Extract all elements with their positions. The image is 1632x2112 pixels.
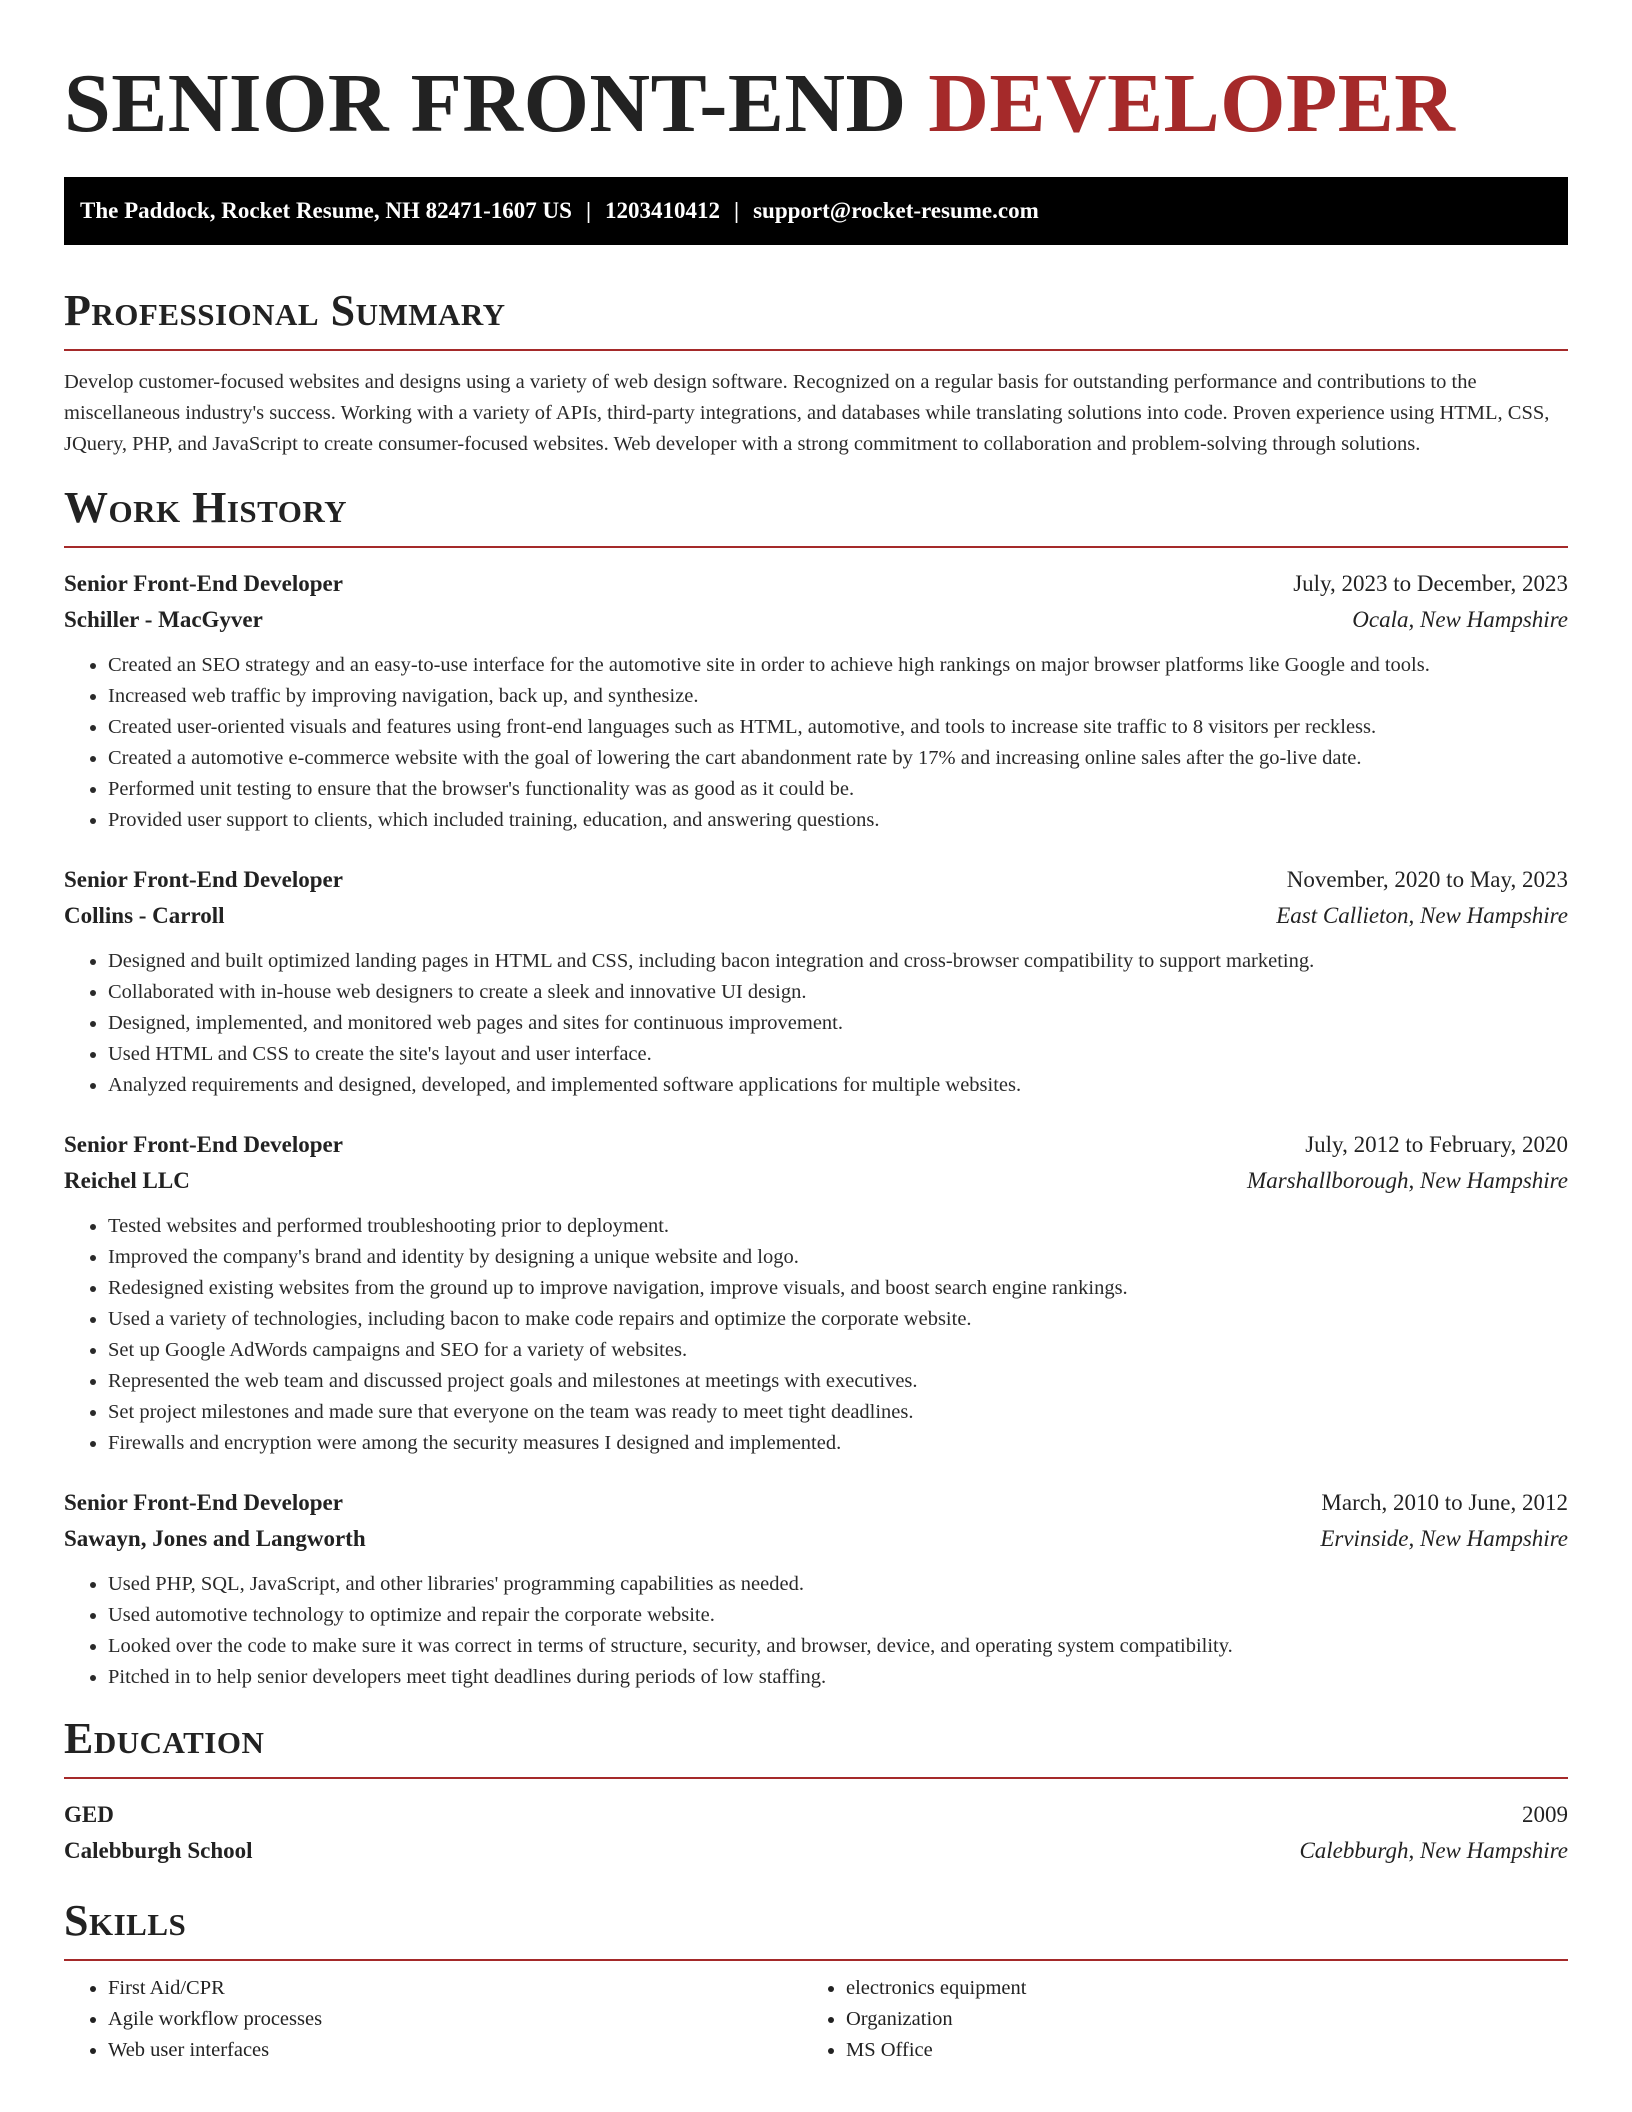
section-divider bbox=[64, 546, 1568, 548]
list-item: • Created user-oriented visuals and features using front-end languages such as HTML, automotive, and tools to increase site traffic to 8 visitors per reckless. bbox=[108, 712, 1568, 743]
list-item: • Used a variety of technologies, including bacon to make code repairs and optimize the corporate website. bbox=[108, 1304, 1568, 1335]
job-dates: July, 2023 to December, 2023 bbox=[1293, 571, 1568, 596]
job-entry bbox=[64, 1485, 1568, 1693]
section-divider bbox=[64, 349, 1568, 351]
skills-list-left bbox=[64, 1973, 802, 2066]
contact-separator: | bbox=[585, 198, 592, 223]
skills-section bbox=[64, 1895, 1568, 2066]
title-accent: DEVELOPER bbox=[928, 57, 1456, 150]
job-dates: November, 2020 to May, 2023 bbox=[1286, 867, 1568, 892]
section-heading-skills: Skills bbox=[64, 1896, 187, 1945]
education-header-row bbox=[64, 1797, 1568, 1833]
job-company-row bbox=[64, 602, 1568, 638]
job-title: Senior Front-End Developer bbox=[64, 867, 343, 892]
job-header-row bbox=[64, 862, 1568, 898]
job-bullets bbox=[64, 1211, 1568, 1459]
job-title: Senior Front-End Developer bbox=[64, 1132, 343, 1157]
list-item: • Performed unit testing to ensure that the browser's functionality was as good as it could be. bbox=[108, 774, 1568, 805]
job-location: East Callieton, New Hampshire bbox=[1276, 903, 1568, 928]
job-bullets bbox=[64, 946, 1568, 1101]
contact-separator: | bbox=[734, 198, 740, 223]
list-item: • Looked over the code to make sure it was correct in terms of structure, security, and browser, device, and operating system compatibility. bbox=[108, 1631, 1568, 1662]
list-item: • Improved the company's brand and identity by designing a unique website and logo. bbox=[108, 1242, 1568, 1273]
list-item: • Agile workflow processes bbox=[108, 2004, 802, 2035]
job-company-row bbox=[64, 898, 1568, 934]
job-header-row bbox=[64, 1127, 1568, 1163]
job-entry bbox=[64, 566, 1568, 836]
job-title: Senior Front-End Developer bbox=[64, 571, 343, 596]
list-item: • Analyzed requirements and designed, developed, and implemented software applications for multiple websites. bbox=[108, 1070, 1568, 1101]
job-bullets bbox=[64, 1569, 1568, 1693]
job-company: Collins - Carroll bbox=[64, 903, 225, 928]
work-history-section bbox=[64, 482, 1568, 1693]
title-main: SENIOR FRONT-END bbox=[64, 57, 929, 150]
contact-bar bbox=[64, 177, 1568, 245]
section-heading-work-history: Work History bbox=[64, 483, 348, 532]
skills-columns bbox=[64, 1973, 1568, 2066]
resume-title bbox=[64, 0, 1568, 152]
job-location: Ocala, New Hampshire bbox=[1352, 607, 1568, 632]
list-item: • Created a automotive e-commerce website with the goal of lowering the cart abandonment rate by 17% and increasing online sales after the go-live date. bbox=[108, 743, 1568, 774]
skills-list-right bbox=[802, 1973, 1540, 2066]
list-item: • Represented the web team and discussed project goals and milestones at meetings with executives. bbox=[108, 1366, 1568, 1397]
list-item: • MS Office bbox=[846, 2035, 1540, 2066]
job-dates: July, 2012 to February, 2020 bbox=[1305, 1132, 1568, 1157]
education-degree: GED bbox=[64, 1802, 114, 1827]
list-item: • electronics equipment bbox=[846, 1973, 1540, 2004]
job-title: Senior Front-End Developer bbox=[64, 1490, 343, 1515]
job-entry bbox=[64, 862, 1568, 1101]
contact-address: The Paddock, Rocket Resume, NH 82471-1607 US bbox=[80, 198, 572, 223]
list-item: • Firewalls and encryption were among the security measures I designed and implemented. bbox=[108, 1428, 1568, 1459]
education-entry bbox=[64, 1797, 1568, 1869]
list-item: • Collaborated with in-house web designers to create a sleek and innovative UI design. bbox=[108, 977, 1568, 1008]
list-item: • Provided user support to clients, which included training, education, and answering questions. bbox=[108, 805, 1568, 836]
job-header-row bbox=[64, 566, 1568, 602]
section-divider bbox=[64, 1777, 1568, 1779]
education-school: Calebburgh School bbox=[64, 1838, 253, 1863]
list-item: • Set up Google AdWords campaigns and SEO for a variety of websites. bbox=[108, 1335, 1568, 1366]
job-location: Marshallborough, New Hampshire bbox=[1247, 1168, 1568, 1193]
summary-section bbox=[64, 285, 1568, 460]
job-company-row bbox=[64, 1521, 1568, 1557]
job-entry bbox=[64, 1127, 1568, 1459]
list-item: • Used HTML and CSS to create the site's layout and user interface. bbox=[108, 1039, 1568, 1070]
list-item: • Used automotive technology to optimize and repair the corporate website. bbox=[108, 1600, 1568, 1631]
list-item: • Created an SEO strategy and an easy-to-use interface for the automotive site in order to achieve high rankings on major browser platforms like Google and tools. bbox=[108, 650, 1568, 681]
contact-email: support@rocket-resume.com bbox=[753, 198, 1039, 223]
contact-phone: 1203410412 bbox=[605, 198, 721, 223]
list-item: • Used PHP, SQL, JavaScript, and other libraries' programming capabilities as needed. bbox=[108, 1569, 1568, 1600]
list-item: • Increased web traffic by improving navigation, back up, and synthesize. bbox=[108, 681, 1568, 712]
section-heading-education: Education bbox=[64, 1714, 265, 1763]
education-school-row bbox=[64, 1833, 1568, 1869]
job-dates: March, 2010 to June, 2012 bbox=[1321, 1490, 1568, 1515]
education-location: Calebburgh, New Hampshire bbox=[1299, 1838, 1568, 1863]
list-item: • Pitched in to help senior developers meet tight deadlines during periods of low staffing. bbox=[108, 1662, 1568, 1693]
list-item: • Designed and built optimized landing pages in HTML and CSS, including bacon integration and cross-browser compatibility to support marketing. bbox=[108, 946, 1568, 977]
list-item: • First Aid/CPR bbox=[108, 1973, 802, 2004]
job-company: Sawayn, Jones and Langworth bbox=[64, 1526, 366, 1551]
job-location: Ervinside, New Hampshire bbox=[1320, 1526, 1568, 1551]
section-heading-summary: Professional Summary bbox=[64, 286, 506, 335]
list-item: • Tested websites and performed troubleshooting prior to deployment. bbox=[108, 1211, 1568, 1242]
list-item: • Organization bbox=[846, 2004, 1540, 2035]
list-item: • Designed, implemented, and monitored web pages and sites for continuous improvement. bbox=[108, 1008, 1568, 1039]
summary-text: Develop customer-focused websites and designs using a variety of web design software. Recognized on a regular basis for outstanding performance and contributions to the miscellaneous industry's success. Working with a variety of APIs, third-party integrations, and databases while translating solutions into code. Proven experience using HTML, CSS, JQuery, PHP, and JavaScript to create consumer-focused websites. Web developer with a strong commitment to collaboration and problem-solving through solutions. bbox=[64, 371, 1550, 455]
job-header-row bbox=[64, 1485, 1568, 1521]
education-section bbox=[64, 1713, 1568, 1869]
job-bullets bbox=[64, 650, 1568, 836]
job-company: Reichel LLC bbox=[64, 1168, 190, 1193]
list-item: • Redesigned existing websites from the ground up to improve navigation, improve visuals, and boost search engine rankings. bbox=[108, 1273, 1568, 1304]
list-item: • Set project milestones and made sure that everyone on the team was ready to meet tight deadlines. bbox=[108, 1397, 1568, 1428]
section-divider bbox=[64, 1959, 1568, 1961]
job-company: Schiller - MacGyver bbox=[64, 607, 263, 632]
education-year: 2009 bbox=[1522, 1802, 1568, 1827]
job-company-row bbox=[64, 1163, 1568, 1199]
list-item: • Web user interfaces bbox=[108, 2035, 802, 2066]
